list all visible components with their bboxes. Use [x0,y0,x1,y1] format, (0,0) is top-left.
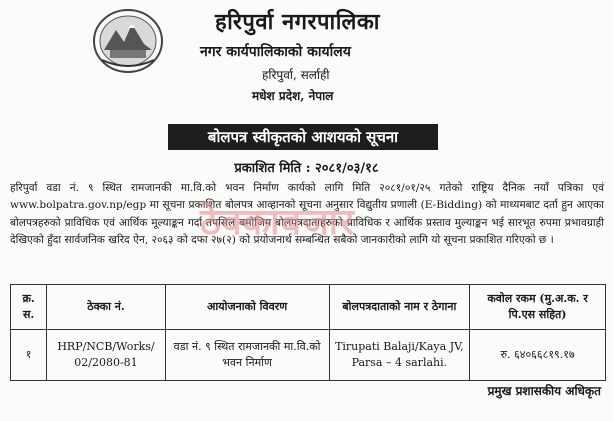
header-description: आयोजनाको विवरण [165,285,329,330]
cell-sn: १ [11,330,47,381]
cell-amount: रु. ६४०६६८१९.१७ [470,330,606,381]
address-line-1: हरिपुर्वा, सर्लाही [262,68,330,82]
cell-bidder: Tirupati Balaji/Kaya JV, Parsa – 4 sarlahi. [329,330,470,381]
header-contract-no: ठेक्का नं. [47,285,165,330]
table-row [11,330,606,381]
signature-title: प्रमुख प्रशासकीय अधिकृत [487,384,601,398]
org-name: हरिपुर्वा नगरपालिका [215,9,380,35]
header-bidder: बोलपत्रदाताको नाम र ठेगाना [329,285,470,330]
table-header-row [11,285,606,330]
office-name: नगर कार्यपालिकाको कार्यालय [200,44,351,60]
address-line-2: मधेश प्रदेश, नेपाल [252,89,334,103]
cell-contract-no: HRP/NCB/Works/ 02/2080-81 [47,330,165,381]
published-date: प्रकाशित मिति : २०८१/०३/१८ [234,161,379,176]
nepal-emblem-icon [92,8,164,74]
watermark-text: ठेक्काबजार [200,202,355,243]
header-amount: कवोल रकम (मु.अ.क. र पि.एस सहित) [470,285,606,330]
notice-body: हरिपुर्वा वडा नं. ९ स्थित रामजानकी मा.वि.को भवन निर्माण कार्यको लागि मिति २०८१/०१/२५ गतेको राष्ट्रिय दैनिक नयाँ पत्रिका एवं www.bolpatra.gov.np/egp मा सूचना प्रकाशित बोलपत्र आव्हानको सूचना अनुसार विद्युतीय प्रणाली (E-Bidding) को माध्यमबाट दर्ता हुन आएका बोलपत्रहरुको प्राविधिक एवं आर्थिक मूल्याङ्कन गर्दा तपसिल बमोजिम बोलपत्रदाताहरुको प्राविधिक र आर्थिक प्रस्ताव मुल्याङ्कन भई सारभूत रुपमा प्रभावग्राही देखिएको हुँदा सार्वजनिक खरिद ऐन, २०६३ को दफा २७(२) को प्रयोजनार्थ सम्बन्धित सबैको जानकारीको लागि यो सूचना प्रकाशित गरिएको छ । [10,182,604,246]
contract-table [10,284,606,381]
notice-title: बोलपत्र स्वीकृतको आशयको सूचना [168,124,438,150]
header-sn: क्र. स. [11,285,47,330]
cell-description: वडा नं. ९ स्थित रामजानकी मा.वि.को भवन निर्माण [165,330,329,381]
